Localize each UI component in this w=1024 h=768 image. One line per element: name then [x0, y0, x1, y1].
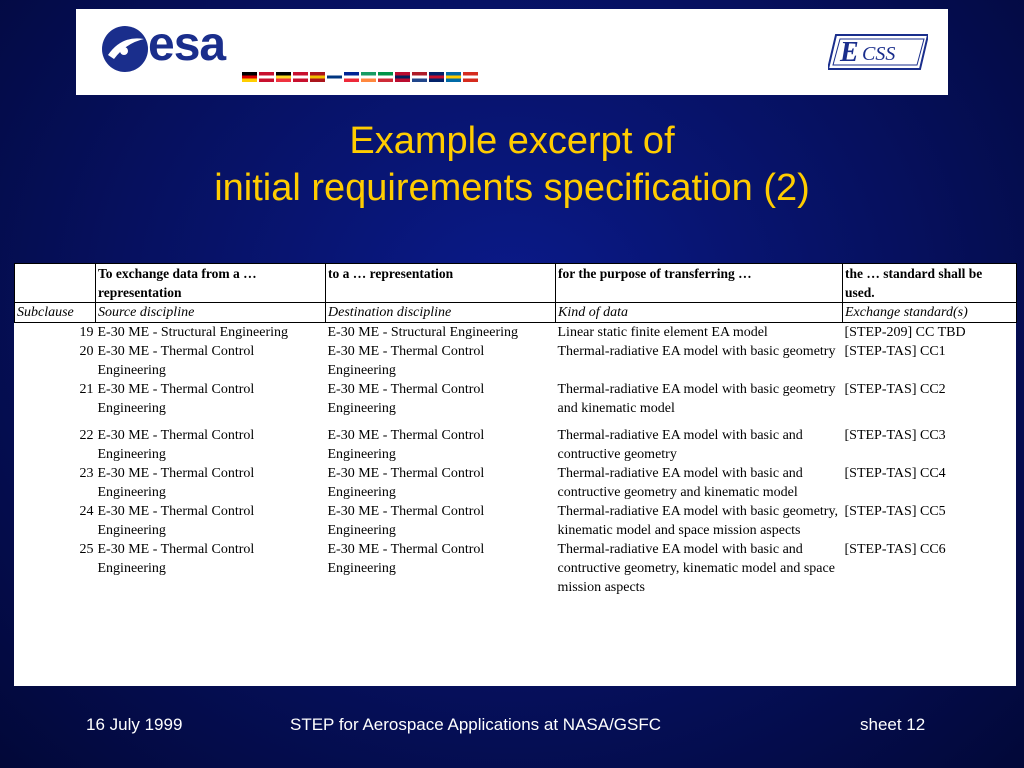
row-standard-cell: [STEP-TAS] CC2 — [844, 382, 946, 397]
row-destination-cell: E-30 ME - Thermal Control Engineering — [327, 542, 485, 576]
row-kind-cell: Thermal-radiative EA model with basic geometry, kinematic model and space mission aspects — [557, 504, 839, 538]
esa-logo — [98, 18, 248, 73]
table-header-row — [15, 264, 1017, 303]
row-source-cell: E-30 ME - Thermal Control Engineering — [97, 344, 255, 378]
member-flags — [242, 72, 480, 82]
row-kind-cell: Thermal-radiative EA model with basic and contructive geometry and kinematic model — [557, 466, 803, 500]
row-kind-cell: Thermal-radiative EA model with basic and contructive geometry, kinematic model and space mission aspects — [557, 542, 835, 595]
row-subclause-cell: 22 — [79, 428, 94, 443]
row-source-cell: E-30 ME - Thermal Control Engineering — [97, 466, 255, 500]
row-standard-cell: [STEP-TAS] CC4 — [844, 466, 946, 481]
row-subclause-cell: 20 — [79, 344, 94, 359]
row-destination-cell: E-30 ME - Thermal Control Engineering — [327, 382, 485, 416]
row-source-cell: E-30 ME - Thermal Control Engineering — [97, 428, 255, 462]
esa-swoosh-icon — [100, 25, 150, 73]
footer-sheet-number: sheet 12 — [860, 715, 926, 734]
requirements-table-container — [14, 263, 1016, 686]
flag-icon — [412, 72, 427, 82]
flag-icon — [242, 72, 257, 82]
ecss-logo-text: E — [840, 37, 859, 68]
row-kind-cell: Thermal-radiative EA model with basic geometry — [557, 344, 836, 359]
footer-date: 16 July 1999 — [86, 715, 183, 734]
row-standard-cell: [STEP-TAS] CC1 — [844, 344, 946, 359]
esa-wordmark: esa — [148, 18, 226, 71]
row-kind-cell: Linear static finite element EA model — [557, 325, 768, 340]
row-source-cell: E-30 ME - Thermal Control Engineering — [97, 382, 255, 416]
row-subclause-cell: 19 — [79, 325, 94, 340]
subheader-cell-source: Source discipline — [96, 303, 326, 323]
row-kind-cell: Thermal-radiative EA model with basic geometry and kinematic model — [557, 382, 836, 416]
subheader-cell-standard: Exchange standard(s) — [843, 303, 1017, 323]
slide-title — [0, 118, 1024, 212]
flag-icon — [276, 72, 291, 82]
row-destination-cell: E-30 ME - Thermal Control Engineering — [327, 466, 485, 500]
flag-icon — [259, 72, 274, 82]
row-source-cell: E-30 ME - Structural Engineering — [97, 325, 289, 340]
row-standard-cell: [STEP-TAS] CC5 — [844, 504, 946, 519]
row-destination-cell: E-30 ME - Thermal Control Engineering — [327, 344, 485, 378]
flag-icon — [463, 72, 478, 82]
row-destination-cell: E-30 ME - Thermal Control Engineering — [327, 504, 485, 538]
header-banner — [76, 9, 948, 95]
row-subclause-cell: 24 — [79, 504, 94, 519]
table-row — [15, 380, 1017, 426]
ecss-logo-text-small: CSS — [862, 43, 896, 65]
row-subclause-cell: 21 — [79, 382, 94, 397]
table-row — [15, 342, 1017, 380]
row-source-cell: E-30 ME - Thermal Control Engineering — [97, 542, 255, 576]
flag-icon — [429, 72, 444, 82]
row-destination-cell: E-30 ME - Thermal Control Engineering — [327, 428, 485, 462]
flag-icon — [395, 72, 410, 82]
footer-title: STEP for Aerospace Applications at NASA/GSFC — [290, 715, 662, 734]
ecss-logo — [828, 31, 928, 71]
title-line-2: initial requirements specification (2) — [214, 167, 810, 209]
flag-icon — [361, 72, 376, 82]
header-cell-destination: to a … representation — [326, 264, 556, 303]
table-row — [15, 323, 1017, 343]
header-cell-kind: for the purpose of transferring … — [556, 264, 843, 303]
row-subclause-cell: 25 — [79, 542, 94, 557]
flag-icon — [310, 72, 325, 82]
header-cell-subclause — [15, 264, 96, 303]
row-standard-cell: [STEP-TAS] CC3 — [844, 428, 946, 443]
row-standard-cell: [STEP-TAS] CC6 — [844, 542, 946, 557]
row-standard-cell: [STEP-209] CC TBD — [844, 325, 966, 340]
flag-icon — [378, 72, 393, 82]
flag-icon — [327, 72, 342, 82]
table-row — [15, 464, 1017, 502]
table-row — [15, 502, 1017, 540]
subheader-cell-destination: Destination discipline — [326, 303, 556, 323]
flag-icon — [446, 72, 461, 82]
requirements-table — [14, 263, 1017, 597]
row-destination-cell: E-30 ME - Structural Engineering — [327, 325, 519, 340]
header-cell-standard: the … standard shall be used. — [843, 264, 1017, 303]
row-subclause-cell: 23 — [79, 466, 94, 481]
table-subheader-row — [15, 303, 1017, 323]
title-line-1: Example excerpt of — [349, 120, 675, 162]
table-row — [15, 426, 1017, 464]
flag-icon — [344, 72, 359, 82]
subheader-cell-kind: Kind of data — [556, 303, 843, 323]
row-kind-cell: Thermal-radiative EA model with basic and contructive geometry — [557, 428, 803, 462]
header-cell-source: To exchange data from a … representation — [96, 264, 326, 303]
subheader-cell-subclause: Subclause — [15, 303, 96, 323]
table-row — [15, 540, 1017, 597]
flag-icon — [293, 72, 308, 82]
row-source-cell: E-30 ME - Thermal Control Engineering — [97, 504, 255, 538]
